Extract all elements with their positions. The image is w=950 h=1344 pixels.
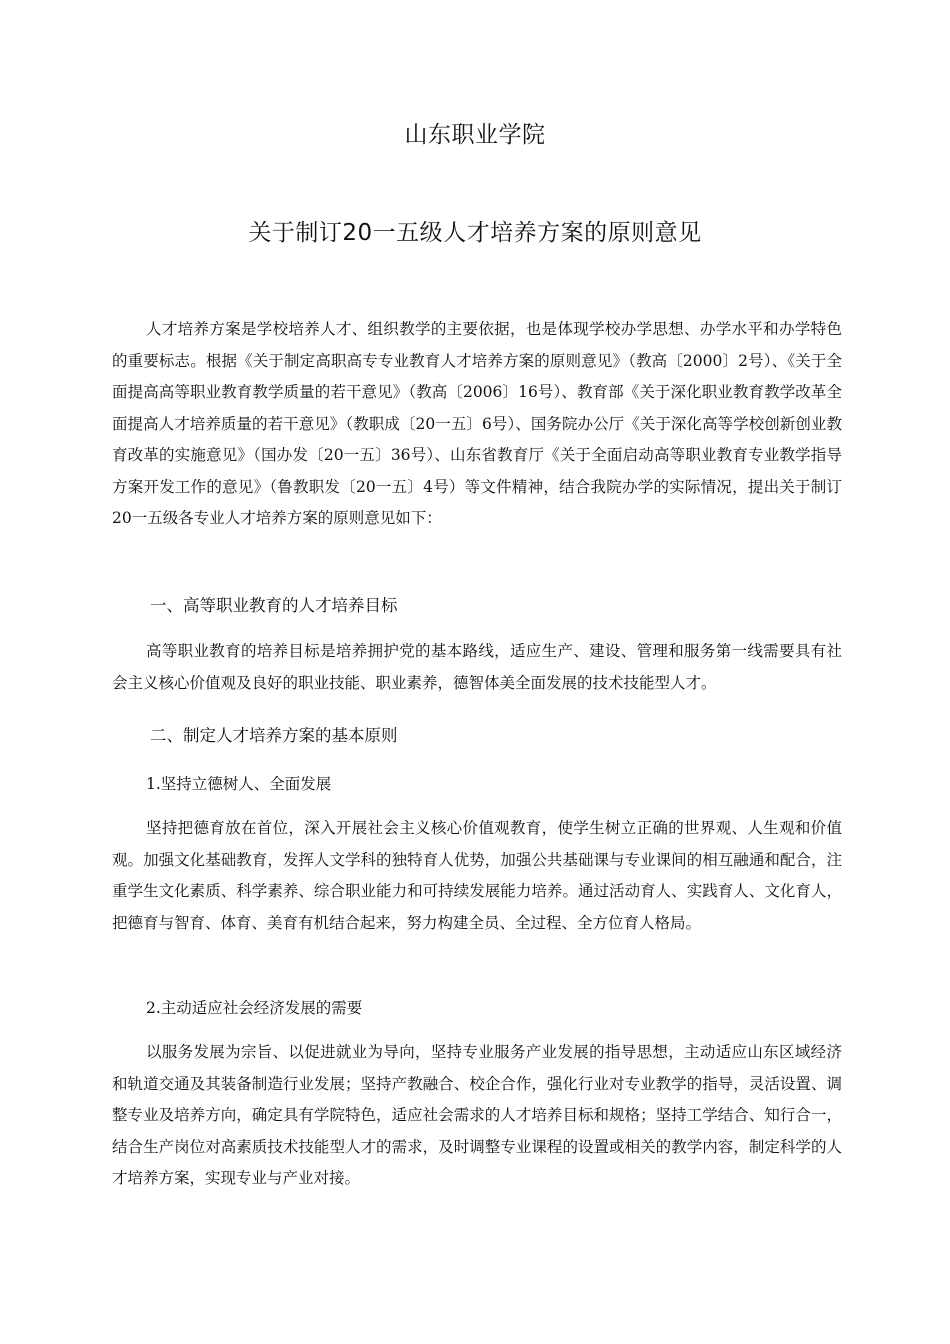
institution-title: 山东职业学院	[404, 122, 546, 148]
document-title: 关于制订20一五级人才培养方案的原则意见	[248, 220, 702, 246]
item1-paragraph: 坚持把德育放在首位，深入开展社会主义核心价值观教育，使学生树立正确的世界观、人生观和价值观。加强文化基础教育，发挥人文学科的独特育人优势，加强公共基础课与专业课间的相互融通和配合，注重学生文化素质、科学素养、综合职业能力和可持续发展能力培养。通过活动育人、实践育人、文化育人，把德育与智育、体育、美育有机结合起来，努力构建全员、全过程、全方位育人格局。	[112, 819, 842, 932]
section1-heading: 一、高等职业教育的人才培养目标	[150, 596, 398, 615]
section2-heading: 二、制定人才培养方案的基本原则	[150, 726, 398, 745]
item2-paragraph: 以服务发展为宗旨、以促进就业为导向，坚持专业服务产业发展的指导思想，主动适应山东区域经济和轨道交通及其装备制造行业发展；坚持产教融合、校企合作，强化行业对专业教学的指导，灵活设置、调整专业及培养方向，确定具有学院特色，适应社会需求的人才培养目标和规格；坚持工学结合、知行合一，结合生产岗位对高素质技术技能型人才的需求，及时调整专业课程的设置或相关的教学内容，制定科学的人才培养方案，实现专业与产业对接。	[112, 1043, 842, 1187]
intro-paragraph: 人才培养方案是学校培养人才、组织教学的主要依据，也是体现学校办学思想、办学水平和办学特色的重要标志。根据《关于制定高职高专专业教育人才培养方案的原则意见》（教高〔2000〕2号）、《关于全面提高高等职业教育教学质量的若干意见》（教高〔2006〕16号）、教育部《关于深化职业教育教学改革全面提高人才培养质量的若干意见》（教职成〔20一五〕6号）、国务院办公厅《关于深化高等学校创新创业教育改革的实施意见》（国办发〔20一五〕36号）、山东省教育厅《关于全面启动高等职业教育专业教学指导方案开发工作的意见》（鲁教职发〔20一五〕4号）等文件精神，结合我院办学的实际情况，提出关于制订20一五级各专业人才培养方案的原则意见如下：	[112, 320, 842, 527]
section1-paragraph: 高等职业教育的培养目标是培养拥护党的基本路线，适应生产、建设、管理和服务第一线需要具有社会主义核心价值观及良好的职业技能、职业素养，德智体美全面发展的技术技能型人才。	[112, 642, 842, 692]
item1-title: 1.坚持立德树人、全面发展	[146, 775, 332, 793]
item2-title: 2.主动适应社会经济发展的需要	[146, 999, 363, 1017]
